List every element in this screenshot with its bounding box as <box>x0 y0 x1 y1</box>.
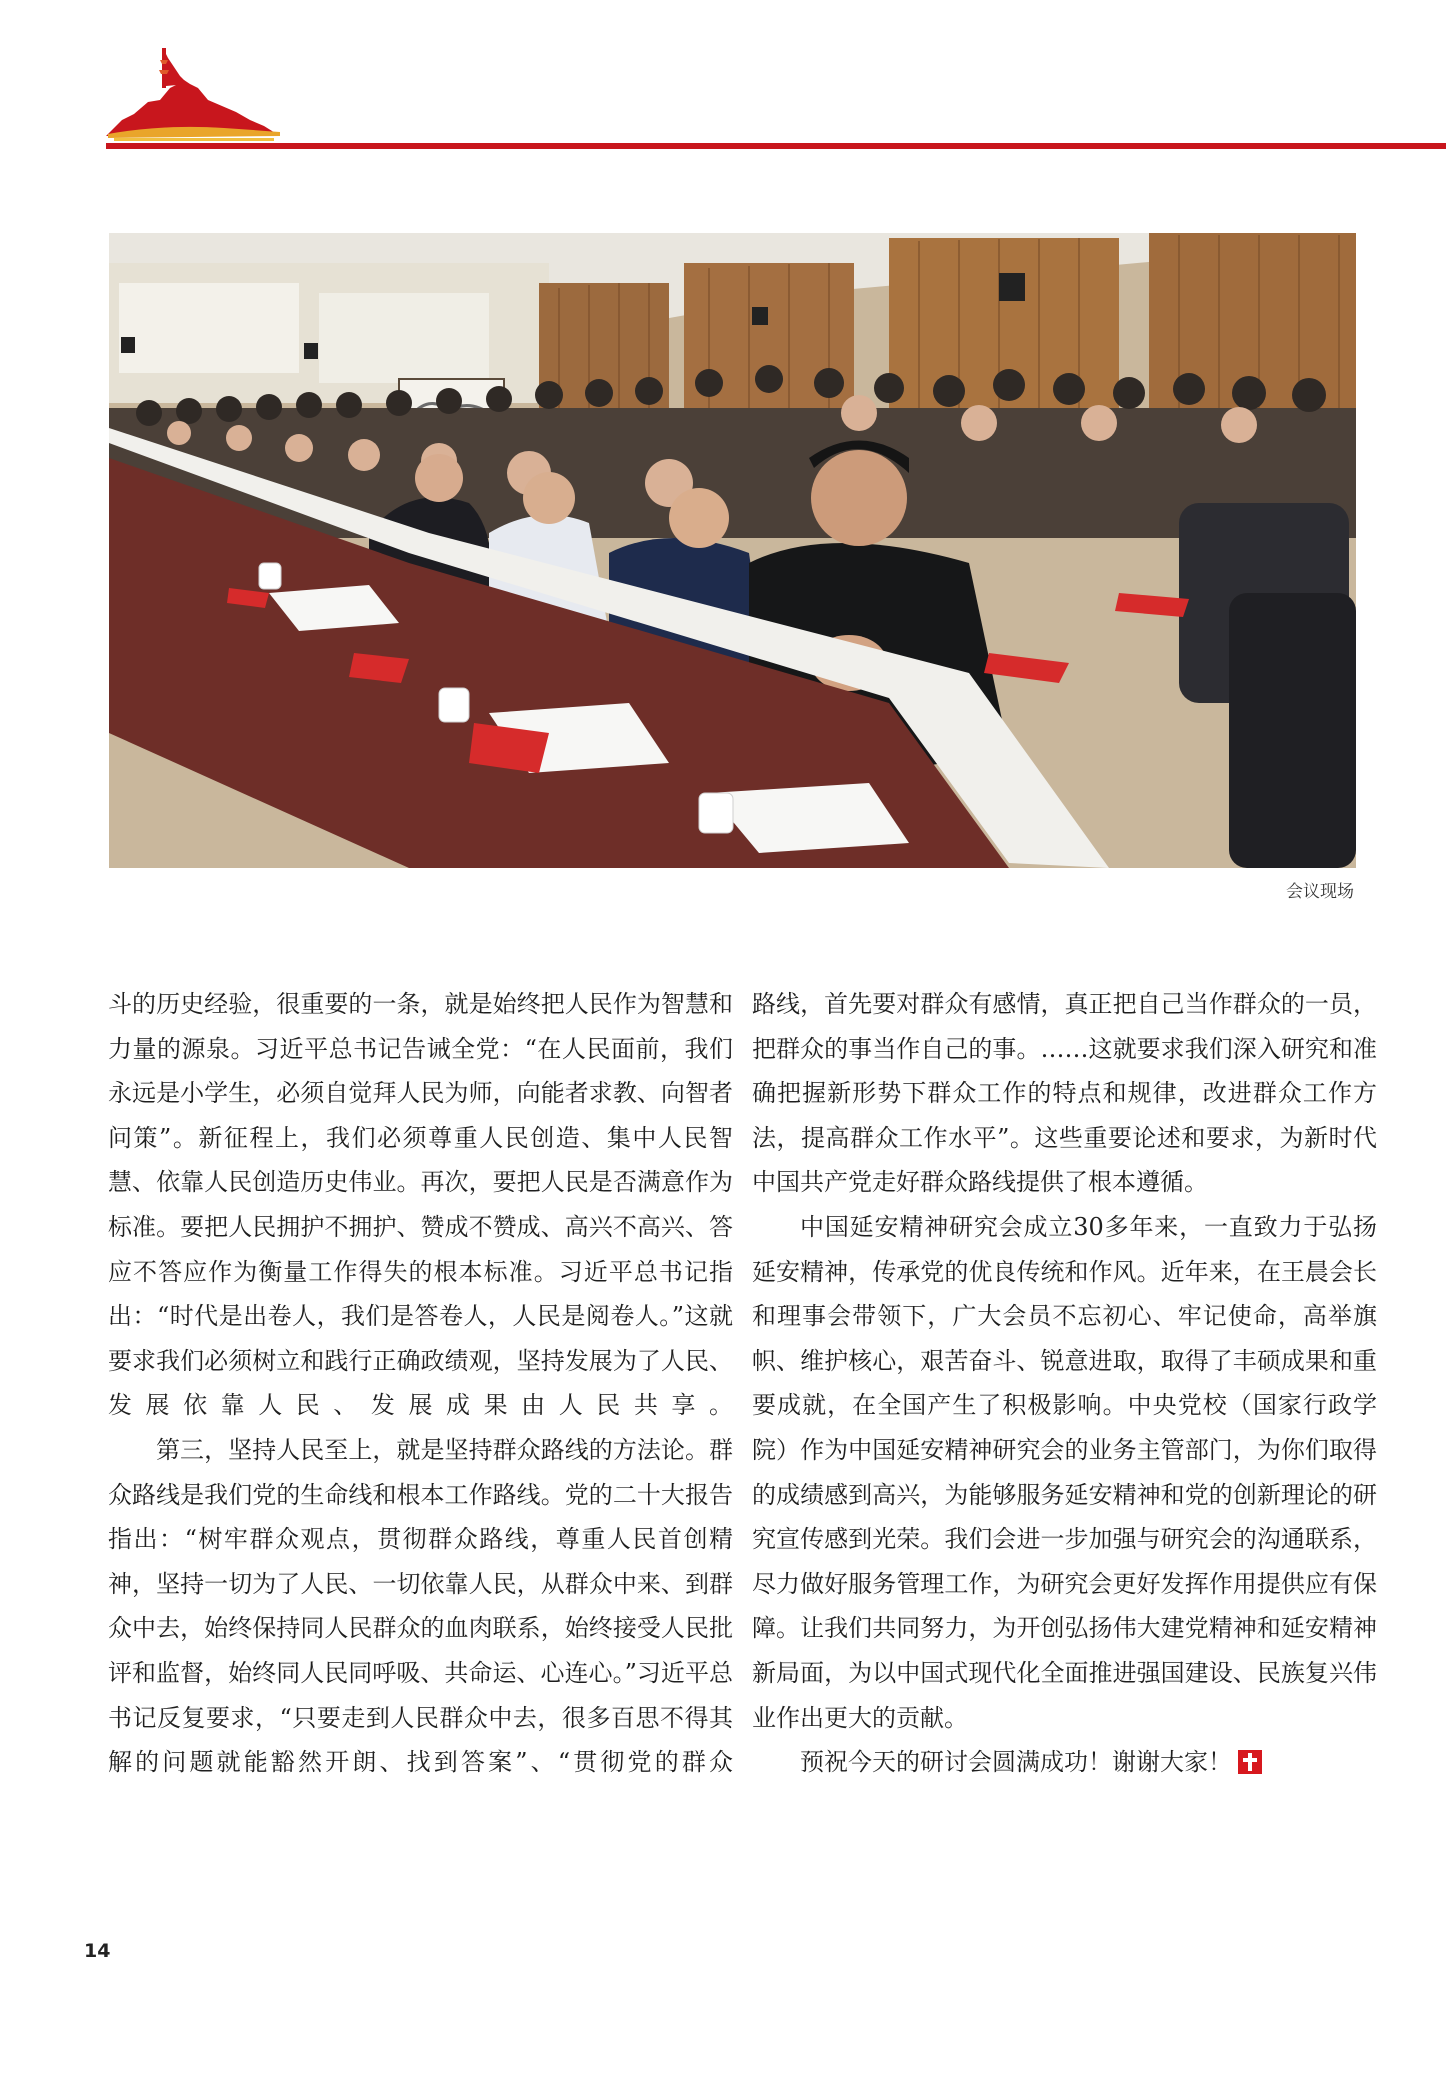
photo-caption: 会议现场 <box>1286 882 1354 902</box>
closing-paragraph <box>752 1740 1377 1785</box>
right-paragraph-1: 路线，首先要对群众有感情，真正把自己当作群众的一员，把群众的事当作自己的事。……这就要求我们深入研究和准确把握新形势下群众工作的特点和规律，改进群众工作方法，提高群众工作水平”。这些重要论述和要求，为新时代中国共产党走好群众路线提供了根本遵循。 <box>752 990 1377 1197</box>
pagoda-mountain-logo-icon <box>104 44 284 142</box>
left-paragraph-1: 斗的历史经验，很重要的一条，就是始终把人民作为智慧和力量的源泉。习近平总书记告诫全党：“在人民面前，我们永远是小学生，必须自觉拜人民为师，向能者求教、向智者问策”。新征程上，我们必须尊重人民创造、集中人民智慧、依靠人民创造历史伟业。再次，要把人民是否满意作为标准。要把人民拥护不拥护、赞成不赞成、高兴不高兴、答应不答应作为衡量工作得失的根本标准。习近平总书记指出：“时代是出卷人，我们是答卷人，人民是阅卷人。”这就要求我们必须树立和践行正确政绩观，坚持发展为了人民、发展依靠人民、发展成果由人民共享。 <box>108 990 733 1420</box>
right-column <box>752 982 1377 1785</box>
right-paragraph-2: 中国延安精神研究会成立30多年来，一直致力于弘扬延安精神，传承党的优良传统和作风。近年来，在王晨会长和理事会带领下，广大会员不忘初心、牢记使命，高举旗帜、维护核心，艰苦奋斗、锐意进取，取得了丰硕成果和重要成就，在全国产生了积极影响。中央党校（国家行政学院）作为中国延安精神研究会的业务主管部门，为你们取得的成绩感到高兴，为能够服务延安精神和党的创新理论的研究宣传感到光荣。我们会进一步加强与研究会的沟通联系，尽力做好服务管理工作，为研究会更好发挥作用提供应有保障。让我们共同努力，为开创弘扬伟大建党精神和延安精神新局面，为以中国式现代化全面推进强国建设、民族复兴伟业作出更大的贡献。 <box>752 1212 1377 1732</box>
left-paragraph-2: 第三，坚持人民至上，就是坚持群众路线的方法论。群众路线是我们党的生命线和根本工作路线。党的二十大报告指出：“树牢群众观点，贯彻群众路线，尊重人民首创精神，坚持一切为了人民、一切依靠人民，从群众中来、到群众中去，始终保持同人民群众的血肉联系，始终接受人民批评和监督，始终同人民同呼吸、共命运、心连心。”习近平总书记反复要求，“只要走到人民群众中去，很多百思不得其解的问题就能豁然开朗、找到答案”、“贯彻党的群众 <box>108 1435 733 1777</box>
closing-text: 预祝今天的研讨会圆满成功！谢谢大家！ <box>800 1748 1232 1777</box>
page-number: 14 <box>84 1940 111 1962</box>
header-rule <box>106 143 1446 149</box>
left-column <box>108 982 733 1785</box>
conference-audience-photo <box>109 233 1356 868</box>
red-end-mark-icon <box>1238 1750 1262 1774</box>
page-header <box>0 0 1450 160</box>
